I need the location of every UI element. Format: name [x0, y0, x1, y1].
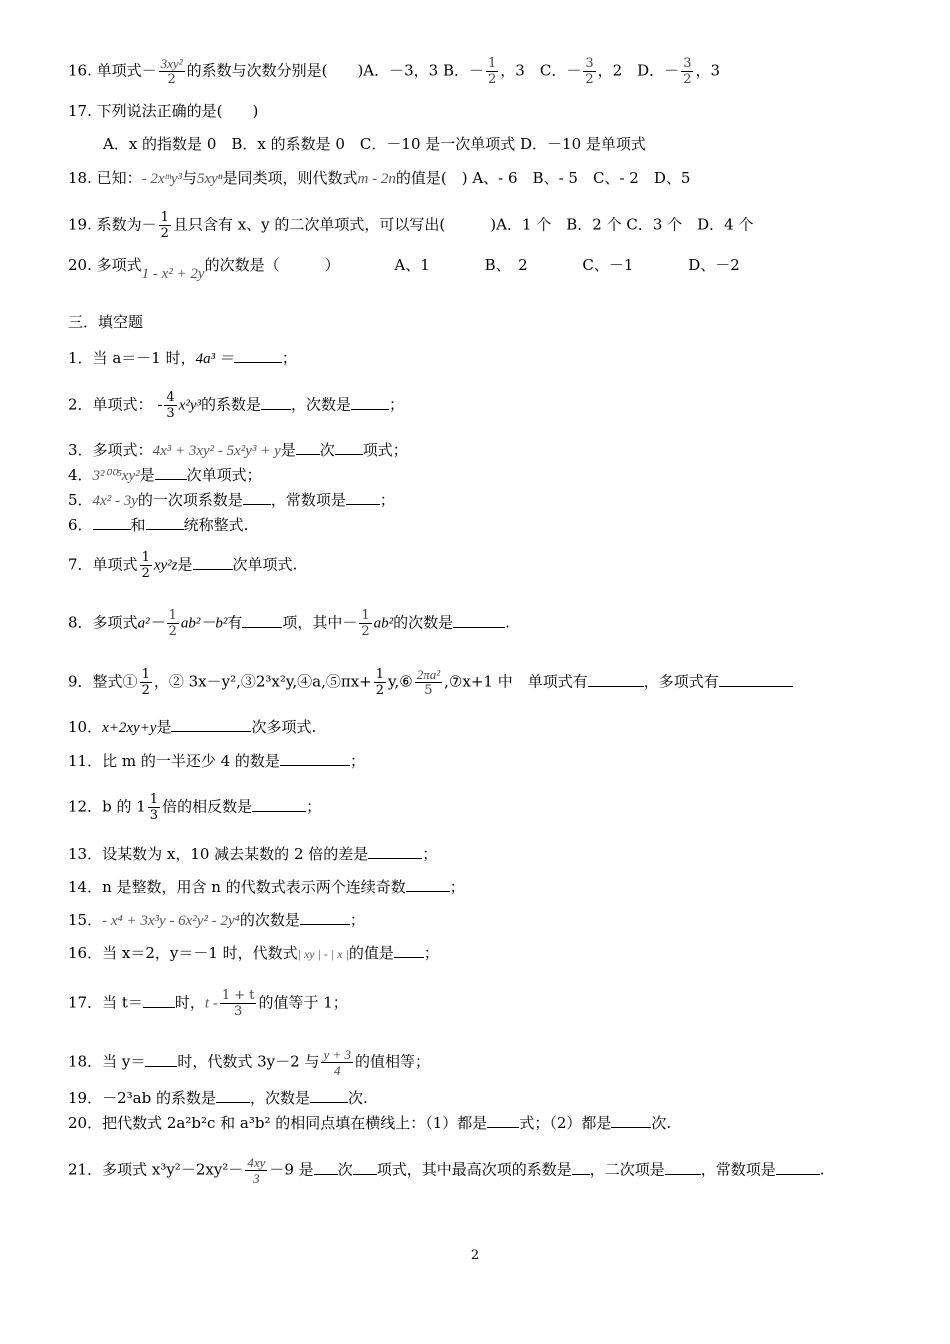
math-expr: | xy | - | x |: [297, 947, 349, 961]
q-text: 单项式: [92, 555, 138, 574]
question-17-options: [103, 134, 646, 154]
q-number: 14．: [68, 878, 103, 896]
math-expr: a²－: [137, 615, 165, 632]
q-text: ，常数项是: [700, 1160, 776, 1179]
q-text: ，② 3x－y²,③2³x²y,④a,⑤πx+: [153, 672, 372, 691]
q-options: A．x 的指数是 0 B．x 的系数是 0 C．－10 是一次单项式 D．－10 是单项式: [103, 135, 646, 153]
q-text: 单项式：: [92, 395, 153, 414]
fill-12: [68, 792, 321, 823]
question-19: [68, 210, 754, 241]
answer-blank[interactable]: [665, 1158, 701, 1175]
q-text: 项，其中－: [282, 613, 358, 632]
q-number: 18．: [68, 1052, 103, 1071]
fraction: $\frac{4}{3}$: [166, 390, 175, 421]
q-number: 10．: [68, 718, 103, 736]
answer-blank[interactable]: [394, 941, 424, 958]
q-text: 式；（2）都是: [519, 1114, 612, 1132]
fill-15: [68, 908, 365, 931]
q-text: 项式，其中最高次项的系数是: [376, 1160, 572, 1179]
option-d: D、－2: [688, 256, 740, 274]
q-text: ；: [389, 395, 405, 414]
q-options: 的值是( ) A、- 6 B、- 5 C、- 2 D、5: [395, 169, 691, 187]
q-text: 当 y＝: [102, 1052, 146, 1071]
q-text: 是: [139, 466, 155, 484]
q-text: 当 a＝－1 时，: [92, 349, 196, 367]
answer-blank[interactable]: [243, 488, 271, 505]
q-text: 时，代数式 3y－2 与: [177, 1052, 320, 1071]
q-text: －9 是: [269, 1160, 314, 1179]
q-text: 当 t＝: [102, 993, 143, 1012]
q-text: 系数为－: [96, 215, 157, 234]
q-number: 12．: [68, 797, 103, 816]
fill-14: [68, 875, 465, 897]
q-text: 比 m 的一半还少 4 的数是: [102, 752, 280, 770]
q-text: 多项式 x³y²－2xy²－: [102, 1160, 244, 1179]
fraction: $\frac{1}{2}$: [361, 608, 370, 639]
q-text: ，3 C．－: [500, 61, 582, 80]
fill-4: [68, 463, 262, 486]
q-text: 已知：: [96, 169, 142, 187]
question-16: [68, 56, 720, 87]
fill-8: [68, 608, 510, 639]
answer-blank[interactable]: [310, 1086, 348, 1103]
q-text: 的次数是: [393, 613, 454, 632]
answer-blank[interactable]: [155, 463, 187, 480]
q-number: 18.: [68, 169, 92, 187]
fill-11: [68, 749, 365, 771]
q-text: 设某数为 x，10 减去某数的 2 倍的差是: [102, 845, 369, 863]
q-number: 11．: [68, 752, 103, 770]
q-text: 的值是: [348, 944, 394, 962]
q-text: ,⑦x+1 中 单项式有: [444, 672, 588, 691]
q-text: 多项式: [92, 613, 138, 632]
section-title: [68, 312, 143, 332]
q-text: 次单项式；: [186, 466, 262, 484]
answer-blank[interactable]: [242, 611, 282, 628]
q-text: ，多项式有: [643, 672, 719, 691]
question-20: [68, 255, 740, 282]
q-number: 17．: [68, 993, 103, 1012]
q-text: ，常数项是: [270, 491, 346, 509]
answer-blank[interactable]: [171, 715, 251, 732]
q-text: b 的 1: [102, 797, 146, 816]
answer-blank[interactable]: [143, 991, 175, 1008]
fill-3: [68, 438, 408, 461]
q-number: 4．: [68, 466, 93, 484]
fill-10: [68, 715, 316, 738]
q-text: ；: [306, 797, 322, 816]
q-text: 次: [319, 441, 335, 459]
q-text: 次多项式.: [251, 718, 317, 736]
q-text: 是: [280, 441, 296, 459]
math-expr: t -: [204, 995, 218, 1012]
math-expr: x²y³: [178, 397, 202, 414]
q-text: 是同类项，则代数式: [222, 169, 358, 187]
answer-blank[interactable]: [351, 393, 389, 410]
answer-blank[interactable]: [145, 1050, 177, 1067]
math-expr: - x⁴ + 3x³y - 6x²y² - 2y⁴: [102, 913, 240, 929]
q-text: ；: [349, 752, 365, 770]
q-number: 2．: [68, 395, 93, 414]
fraction-b: $\frac{1}{2}$: [488, 56, 497, 87]
q-text: －2³ab 的系数是: [102, 1089, 216, 1107]
q-text: ，2 D．－: [597, 61, 680, 80]
fraction: $\frac{1}{2}$: [141, 667, 150, 698]
math-expr: 4a³ ＝: [195, 351, 234, 367]
option-b: B、 2: [484, 256, 528, 274]
math-expr: - 2xᵐy³: [141, 171, 182, 187]
q-text: ，3: [695, 61, 721, 80]
q-text: ；: [422, 845, 438, 863]
answer-blank[interactable]: [346, 488, 380, 505]
q-text: 与: [181, 169, 197, 187]
q-text: 把代数式 2a²b²c 和 a³b² 的相同点填在横线上：（1）都是: [102, 1114, 488, 1132]
math-expr: x+2xy+y: [102, 720, 157, 736]
q-text: ，二次项是: [589, 1160, 665, 1179]
q-text: 次.: [347, 1089, 368, 1107]
fill-21: [68, 1155, 825, 1186]
q-number: 20.: [68, 256, 92, 274]
fraction-d: $\frac{3}{2}$: [683, 56, 692, 87]
fraction: $\frac{1}{2}$: [375, 667, 385, 698]
q-text: .: [819, 1160, 825, 1179]
math-expr: 5xyⁿ: [196, 171, 223, 187]
q-number: 8．: [68, 613, 93, 632]
q-text: 的值等于 1；: [258, 993, 348, 1012]
q-text: 的次数是（ ）: [204, 256, 340, 274]
fraction: $\frac{1 + t}{3}$: [221, 988, 255, 1019]
math-expr: 1 - x² + 2y: [141, 266, 205, 282]
math-expr: m - 2n: [357, 171, 396, 187]
q-text: 单项式－: [96, 61, 157, 80]
fill-1: [68, 346, 297, 369]
answer-blank[interactable]: [216, 1086, 250, 1103]
option-a: A、1: [394, 256, 430, 274]
math-expr: ab²: [373, 615, 394, 632]
fill-20: [68, 1111, 671, 1133]
fill-17: [68, 988, 348, 1019]
q-number: 5．: [68, 491, 93, 509]
q-text: 的值相等；: [355, 1052, 431, 1071]
q-text: 有: [227, 613, 243, 632]
q-number: 3．: [68, 441, 93, 459]
fraction: $\frac{1}{3}$: [149, 792, 159, 823]
q-number: 21．: [68, 1160, 103, 1179]
q-text: ；: [423, 944, 439, 962]
fill-5: [68, 488, 395, 511]
fraction: $\frac{1}{2}$: [168, 608, 177, 639]
fill-16: [68, 941, 439, 964]
fraction: $\frac{\text{3xy²}}{2}$: [160, 56, 183, 87]
fill-7: [68, 550, 297, 581]
math-expr: ab²－b²: [180, 615, 228, 632]
fill-18: [68, 1047, 430, 1078]
fraction: $\frac{4xy}{3}$: [247, 1155, 266, 1186]
q-number: 20．: [68, 1114, 103, 1132]
answer-blank[interactable]: [588, 670, 644, 687]
q-text: 倍的相反数是: [162, 797, 253, 816]
q-text: 多项式: [96, 256, 142, 274]
q-text: n 是整数，用含 n 的代数式表示两个连续奇数: [102, 878, 406, 896]
q-text: ；: [281, 349, 297, 367]
q-text: ；: [379, 491, 395, 509]
page-number: 2: [470, 1248, 480, 1263]
answer-blank[interactable]: [453, 611, 505, 628]
option-c: C、－1: [582, 256, 634, 274]
math-expr: 4x² - 3y: [92, 493, 138, 509]
fill-6: [68, 513, 248, 535]
math-expr: 3²⁰⁰⁵xy²: [92, 468, 140, 484]
q-number: 19.: [68, 215, 92, 234]
q-text: 的次数是: [239, 911, 300, 929]
answer-blank[interactable]: [261, 393, 291, 410]
answer-blank[interactable]: [193, 553, 233, 570]
answer-blank[interactable]: [719, 670, 793, 687]
q-text: 当 x＝2，y＝－1 时，代数式: [102, 944, 298, 962]
fraction-c: $\frac{3}{2}$: [585, 56, 594, 87]
math-expr: 4x³ + 3xy² - 5x²y³ + y: [152, 443, 281, 459]
q-text: 项式；: [362, 441, 408, 459]
q-number: 19．: [68, 1089, 103, 1107]
math-sign: -: [157, 395, 163, 414]
q-number: 16.: [68, 61, 92, 80]
answer-blank[interactable]: [300, 908, 350, 925]
answer-blank[interactable]: [234, 346, 282, 363]
q-number: 17.: [68, 102, 92, 120]
answer-blank[interactable]: [335, 438, 363, 455]
answer-blank[interactable]: [280, 749, 350, 766]
fill-2: [68, 390, 404, 421]
q-number: 7．: [68, 555, 93, 574]
question-18: [68, 168, 690, 189]
q-number: 15．: [68, 911, 103, 929]
fill-13: [68, 842, 437, 864]
q-text: 时，: [174, 993, 205, 1012]
q-text: 下列说法正确的是( ): [96, 102, 259, 120]
answer-blank[interactable]: [353, 1158, 377, 1175]
q-text: 是: [156, 718, 172, 736]
q-text: 统称整式.: [183, 516, 249, 534]
answer-blank[interactable]: [252, 795, 306, 812]
q-text: 是: [177, 555, 193, 574]
fraction: $\frac{y + 3}{4}$: [323, 1047, 351, 1078]
answer-blank[interactable]: [776, 1158, 820, 1175]
answer-blank[interactable]: [93, 513, 131, 530]
fraction: $\frac{\text{2πa²}}{5}$: [416, 667, 441, 698]
answer-blank[interactable]: [406, 875, 450, 892]
fill-9: [68, 667, 793, 698]
q-number: 16．: [68, 944, 103, 962]
fraction: $\frac{1}{2}$: [141, 550, 150, 581]
q-text: 次单项式.: [232, 555, 298, 574]
section-title-text: 三．填空题: [68, 313, 144, 331]
answer-blank[interactable]: [314, 1158, 338, 1175]
q-text: ，次数是: [291, 395, 352, 414]
answer-blank[interactable]: [368, 842, 422, 859]
fill-19: [68, 1086, 368, 1108]
answer-blank[interactable]: [611, 1111, 651, 1128]
q-number: 13．: [68, 845, 103, 863]
answer-blank[interactable]: [146, 513, 184, 530]
q-text-mid: 的系数与次数分别是( )A．－3，3 B．－: [186, 61, 485, 80]
answer-blank[interactable]: [296, 438, 320, 455]
q-text: 多项式：: [92, 441, 153, 459]
q-text: 次: [337, 1160, 353, 1179]
answer-blank[interactable]: [572, 1158, 590, 1175]
q-number: 9．: [68, 672, 93, 691]
q-text: 且只含有 x、y 的二次单项式，可以写出( )A．1 个 B．2 个 C．3 个 D．4 个: [172, 215, 754, 234]
math-expr: xy²z: [153, 557, 178, 574]
q-text: 和: [130, 516, 146, 534]
q-text: 的一次项系数是: [137, 491, 243, 509]
q-text: ；: [449, 878, 465, 896]
q-number: 1．: [68, 349, 93, 367]
q-text: 的系数是: [201, 395, 262, 414]
q-text: 次.: [651, 1114, 672, 1132]
q-text: 整式①: [92, 672, 138, 691]
q-text: ，次数是: [249, 1089, 310, 1107]
q-number: 6．: [68, 516, 93, 534]
q-text: .: [505, 613, 510, 632]
question-17: [68, 101, 258, 121]
answer-blank[interactable]: [487, 1111, 519, 1128]
q-text: y,⑥: [388, 672, 413, 691]
fraction: $\frac{1}{2}$: [160, 210, 169, 241]
q-text: ；: [349, 911, 365, 929]
